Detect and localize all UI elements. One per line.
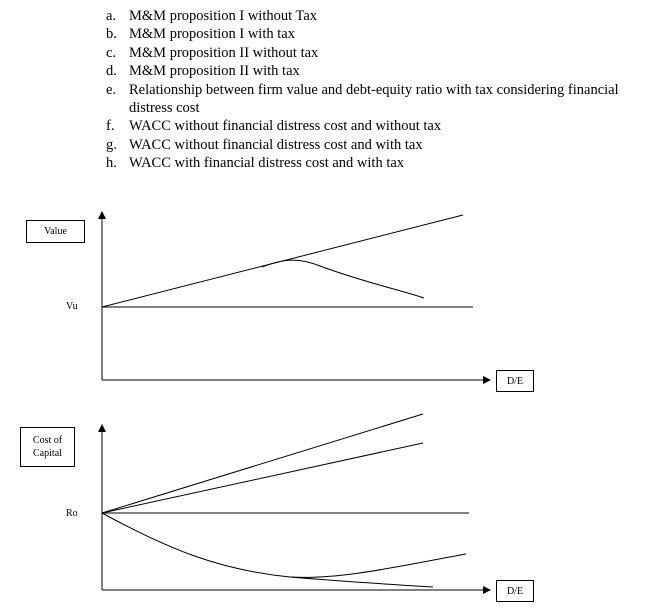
option-letter: e. bbox=[106, 81, 117, 98]
value-axis-label-box: Value bbox=[26, 220, 85, 243]
option-text: WACC without financial distress cost and without tax bbox=[129, 118, 442, 135]
option-text: WACC without financial distress cost and with tax bbox=[129, 136, 423, 153]
option-text: Relationship between firm value and debt-equity ratio with tax considering financial distress cost bbox=[129, 81, 619, 117]
option-text: M&M proposition II without tax bbox=[129, 44, 319, 61]
de-axis-label-box-2: D/E bbox=[496, 580, 534, 602]
option-letter: a. bbox=[106, 8, 117, 24]
value-with-distress-cost-curve bbox=[262, 260, 424, 298]
cost-of-equity-with-tax-line bbox=[102, 443, 423, 513]
option-letter: h. bbox=[106, 155, 117, 172]
wacc-with-distress-cost-curve bbox=[290, 554, 466, 577]
option-letter: b. bbox=[106, 26, 117, 43]
option-letter: f. bbox=[106, 118, 115, 135]
option-text: M&M proposition I without Tax bbox=[129, 8, 318, 24]
cost-of-capital-axis-label-box: Cost of Capital bbox=[20, 427, 75, 467]
cost-of-equity-without-tax-line bbox=[102, 414, 423, 513]
wacc-declining-curve bbox=[102, 513, 433, 587]
option-text: M&M proposition I with tax bbox=[129, 26, 295, 43]
option-letter: g. bbox=[106, 136, 117, 153]
option-letter: c. bbox=[106, 44, 117, 61]
option-letter: d. bbox=[106, 63, 117, 80]
vu-label: Vu bbox=[66, 301, 78, 312]
ro-label: Ro bbox=[66, 508, 78, 519]
option-text: M&M proposition II with tax bbox=[129, 63, 300, 80]
de-axis-label-box-1: D/E bbox=[496, 370, 534, 392]
option-text: WACC with financial distress cost and with tax bbox=[129, 155, 405, 172]
